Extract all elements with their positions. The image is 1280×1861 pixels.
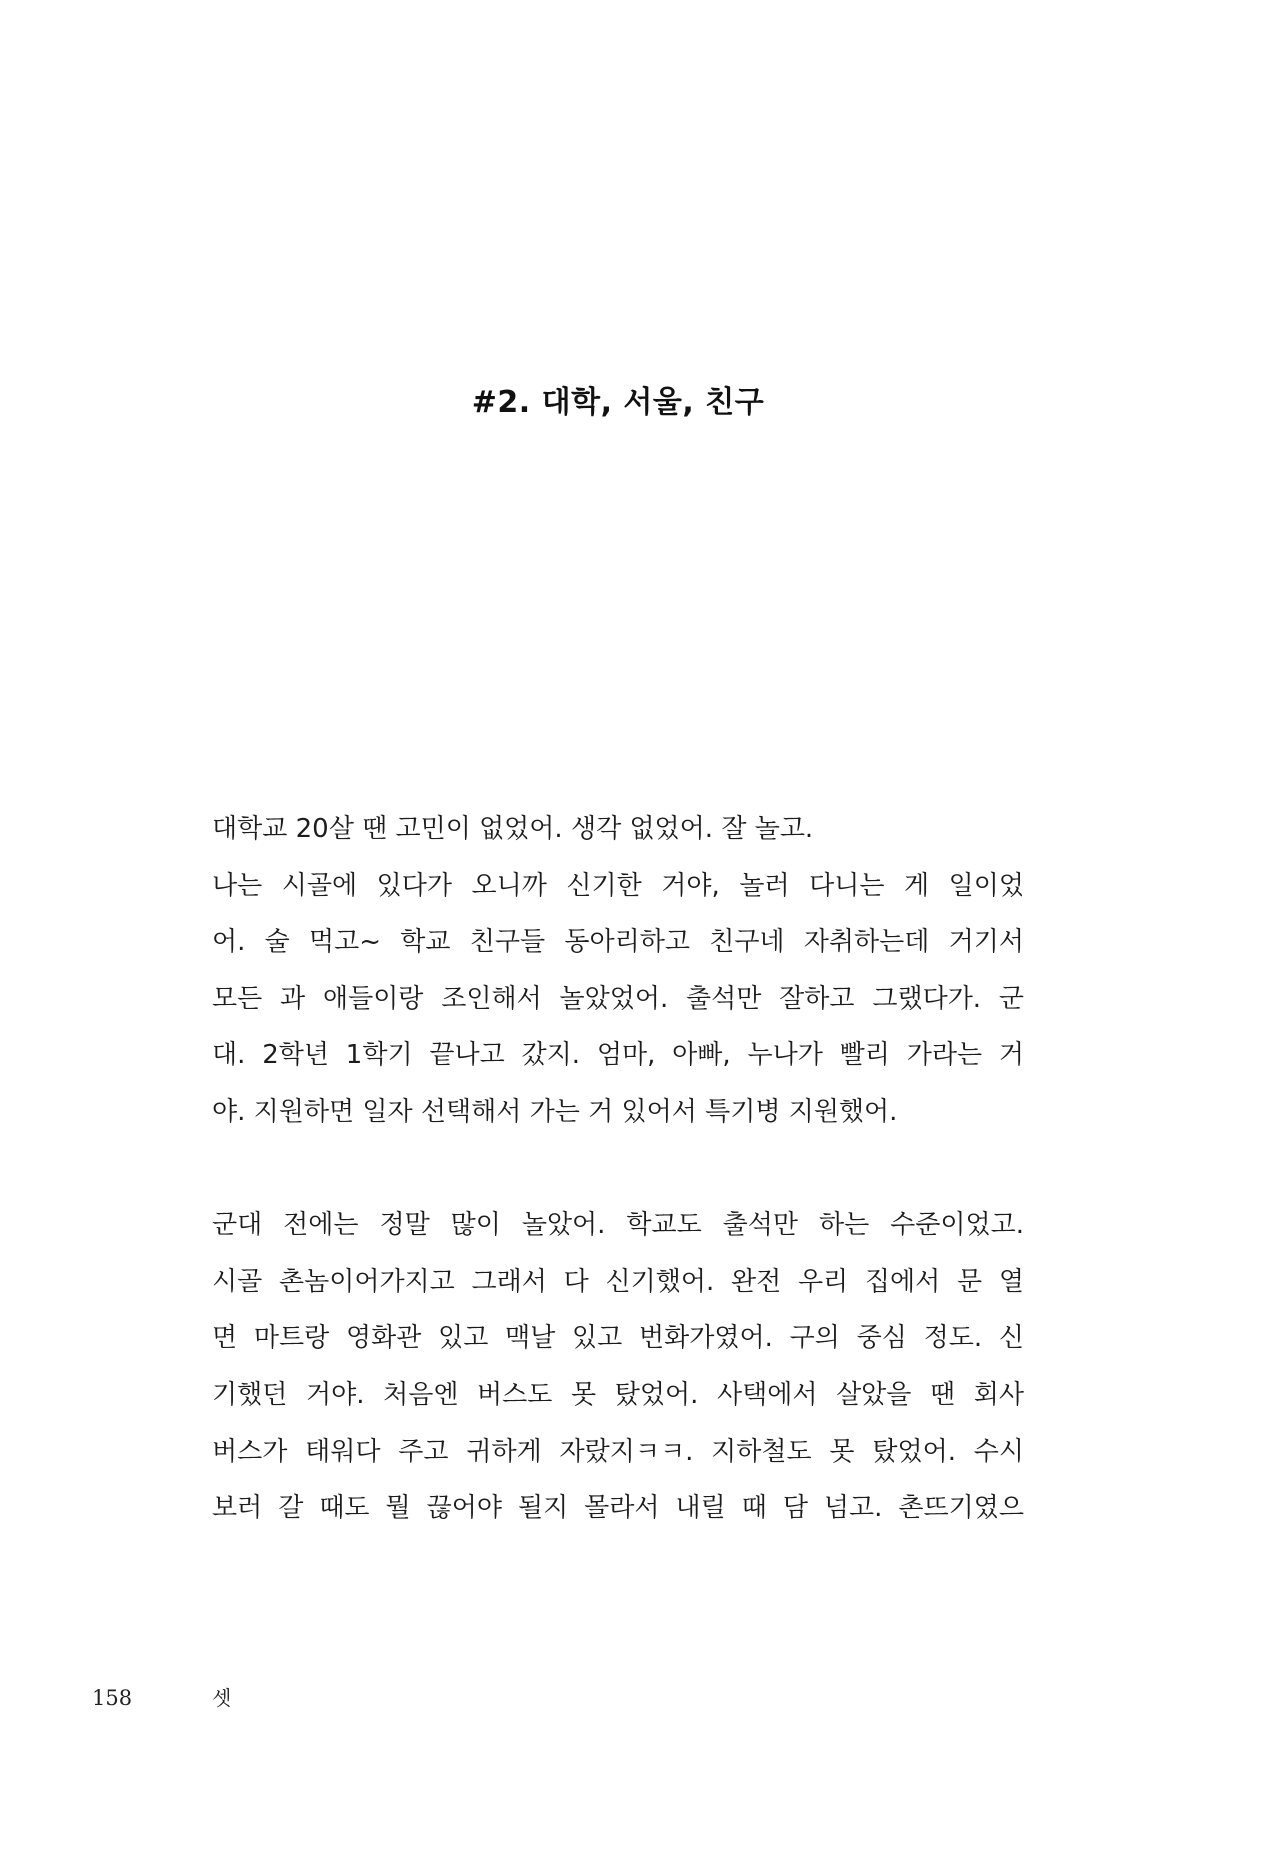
text-line: 대. 2학년 1학기 끝나고 갔지. 엄마, 아빠, 누나가 빨리 가라는 거 [212,1040,1024,1071]
paragraph-gap [212,1141,1024,1198]
paragraph-1 [212,801,1024,1141]
text-line: 야. 지원하면 일자 선택해서 가는 거 있어서 특기병 지원했어. [212,1096,898,1127]
paragraph-2 [212,1197,1024,1537]
text-line: 군대 전에는 정말 많이 놀았어. 학교도 출석만 하는 수준이었고. [212,1210,1024,1241]
text-line: 기했던 거야. 처음엔 버스도 못 탔었어. 사택에서 살았을 땐 회사 [212,1379,1024,1410]
text-line: 나는 시골에 있다가 오니까 신기한 거야, 놀러 다니는 게 일이었 [212,870,1024,901]
text-line: 면 마트랑 영화관 있고 맥날 있고 번화가였어. 구의 중심 정도. 신 [212,1323,1024,1354]
body-text [212,801,1024,1537]
text-line: 버스가 태워다 주고 귀하게 자랐지ㅋㅋ. 지하철도 못 탔었어. 수시 [212,1436,1024,1467]
text-line: 어. 술 먹고~ 학교 친구들 동아리하고 친구네 자취하는데 거기서 [212,927,1024,958]
page-number: 158 [92,1686,133,1710]
chapter-title: #2. 대학, 서울, 친구 [471,384,765,420]
text-line: 시골 촌놈이어가지고 그래서 다 신기했어. 완전 우리 집에서 문 열 [212,1266,1024,1297]
text-line: 보러 갈 때도 뭘 끊어야 될지 몰라서 내릴 때 담 넘고. 촌뜨기였으 [212,1493,1024,1524]
text-line: 대학교 20살 땐 고민이 없었어. 생각 없었어. 잘 놀고. [212,814,814,844]
section-label: 셋 [212,1686,232,1710]
text-line: 모든 과 애들이랑 조인해서 놀았었어. 출석만 잘하고 그랬다가. 군 [212,983,1024,1014]
